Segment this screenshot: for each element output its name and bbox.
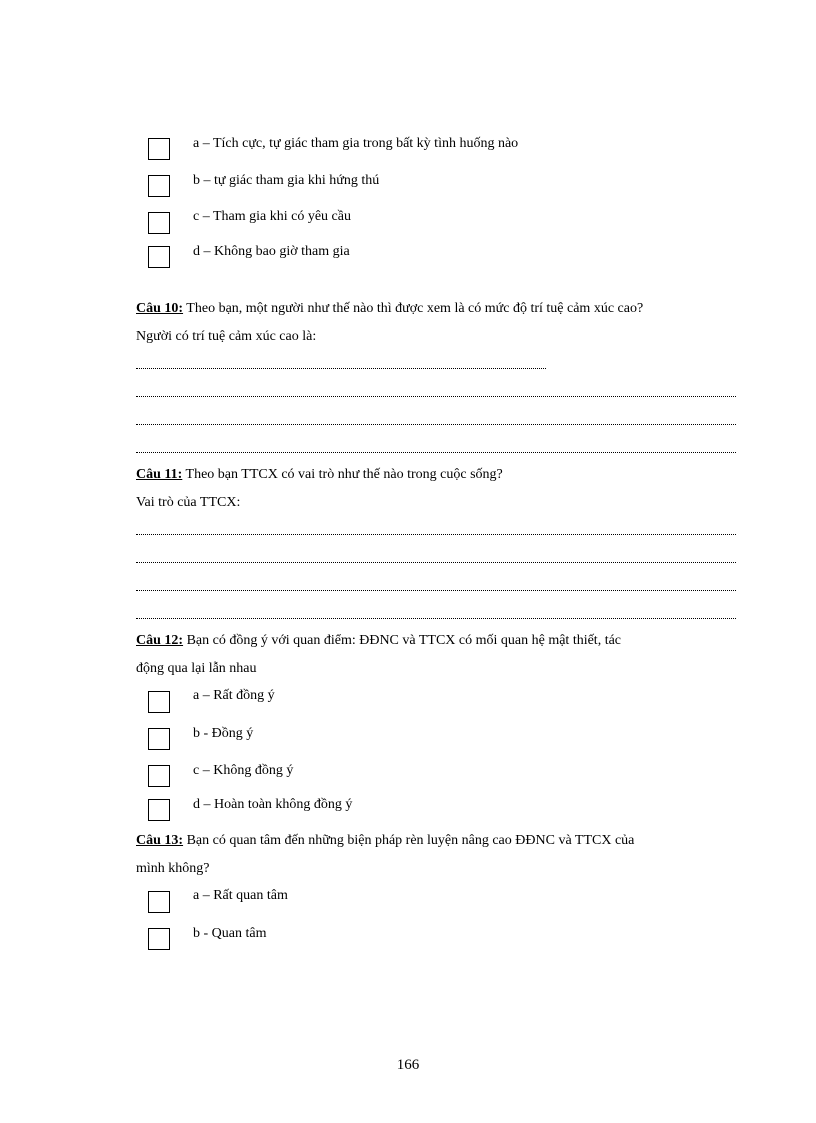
answer-line-q10-3[interactable] [136, 422, 736, 425]
answer-line-q11-4[interactable] [136, 616, 736, 619]
answer-line-q10-2[interactable] [136, 394, 736, 397]
question-11-line1 [136, 461, 736, 489]
answer-line-q11-2[interactable] [136, 560, 736, 563]
question-13-text: Bạn có quan tâm đến những biện pháp rèn luyện nâng cao ĐĐNC và TTCX của [183, 833, 635, 848]
checkbox-q13-b[interactable] [148, 928, 170, 950]
checkbox-q9-c[interactable] [148, 212, 170, 234]
question-13-line2: mình không? [136, 861, 210, 876]
question-10 [136, 295, 736, 351]
option-q12-d: d – Hoàn toàn không đồng ý [193, 797, 353, 812]
answer-line-q10-4[interactable] [136, 450, 736, 453]
checkbox-q9-b[interactable] [148, 175, 170, 197]
answer-line-q11-3[interactable] [136, 588, 736, 591]
answer-line-q11-1[interactable] [136, 532, 736, 535]
option-q13-a: a – Rất quan tâm [193, 888, 288, 903]
checkbox-q12-a[interactable] [148, 691, 170, 713]
question-12-text: Bạn có đồng ý với quan điểm: ĐĐNC và TTCX có mối quan hệ mật thiết, tác [183, 633, 622, 648]
checkbox-q12-d[interactable] [148, 799, 170, 821]
checkbox-q12-c[interactable] [148, 765, 170, 787]
question-10-text: Theo bạn, một người như thế nào thì được xem là có mức độ trí tuệ cảm xúc cao? [183, 301, 644, 316]
checkbox-q9-a[interactable] [148, 138, 170, 160]
checkbox-q12-b[interactable] [148, 728, 170, 750]
question-13-label: Câu 13: [136, 833, 184, 848]
option-q13-b: b - Quan tâm [193, 926, 267, 941]
question-12-line2: động qua lại lẫn nhau [136, 661, 257, 676]
question-12-label: Câu 12: [136, 633, 184, 648]
question-11 [136, 461, 736, 517]
option-q9-c: c – Tham gia khi có yêu cầu [193, 209, 351, 224]
option-q9-d: d – Không bao giờ tham gia [193, 244, 350, 259]
question-11-line2: Vai trò của TTCX: [136, 495, 241, 510]
question-12-line1 [136, 627, 736, 655]
option-q9-a: a – Tích cực, tự giác tham gia trong bất kỳ tình huống nào [193, 136, 519, 151]
question-13 [136, 827, 736, 883]
option-q12-b: b - Đồng ý [193, 726, 254, 741]
question-13-line1 [136, 827, 736, 855]
checkbox-q13-a[interactable] [148, 891, 170, 913]
checkbox-q9-d[interactable] [148, 246, 170, 268]
option-q9-b: b – tự giác tham gia khi hứng thú [193, 173, 380, 188]
page-number: 166 [396, 1057, 420, 1073]
question-11-label: Câu 11: [136, 467, 183, 482]
option-q12-a: a – Rất đồng ý [193, 688, 275, 703]
option-q12-c: c – Không đồng ý [193, 763, 294, 778]
question-10-line2: Người có trí tuệ cảm xúc cao là: [136, 329, 317, 344]
question-12 [136, 627, 736, 683]
question-10-line1 [136, 295, 736, 323]
question-10-label: Câu 10: [136, 301, 184, 316]
answer-line-q10-1[interactable] [136, 366, 546, 369]
question-11-text: Theo bạn TTCX có vai trò như thế nào trong cuộc sống? [182, 467, 503, 482]
